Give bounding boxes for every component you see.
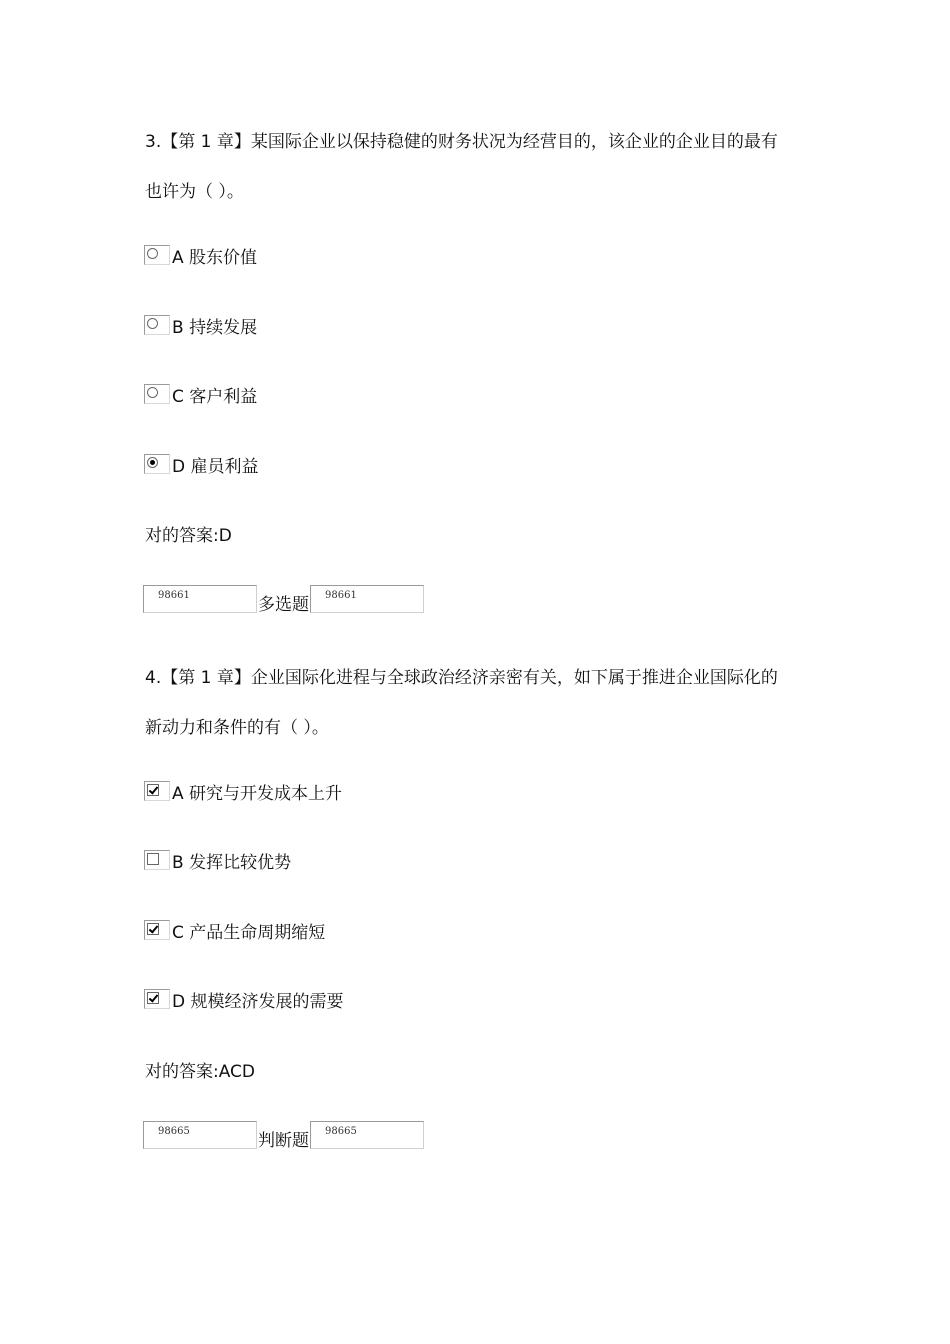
q3-meta-row	[143, 585, 424, 613]
q3-option-b-label: B 持续发展	[172, 317, 258, 338]
q3-id-field-right[interactable]: 98661	[310, 585, 424, 613]
q4-option-d-checkbox[interactable]	[144, 989, 170, 1009]
q4-option-b[interactable]	[144, 848, 291, 872]
q3-option-b[interactable]	[144, 313, 257, 337]
q3-correct-answer: 对的答案:D	[145, 526, 232, 546]
q3-next-type-label: 多选题	[258, 595, 309, 615]
q4-option-c[interactable]	[144, 918, 325, 942]
q4-option-b-label: B 发挥比较优势	[172, 852, 292, 873]
q4-option-b-checkbox[interactable]	[144, 850, 170, 870]
q3-option-a-label: A 股东价值	[172, 247, 258, 268]
q4-meta-row	[143, 1121, 424, 1149]
q4-option-d-label: D 规模经济发展的需要	[172, 991, 344, 1012]
q4-option-a-label: A 研究与开发成本上升	[172, 783, 343, 804]
q4-option-c-checkbox[interactable]	[144, 920, 170, 940]
q3-id-field-left[interactable]: 98661	[143, 585, 257, 613]
question-3-text-line-1: 3.【第 1 章】某国际企业以保持稳健的财务状况为经营目的，该企业的企业目的最有	[145, 132, 778, 152]
q3-option-d-radio[interactable]	[144, 454, 170, 474]
q3-option-a-radio[interactable]	[144, 245, 170, 265]
q4-option-a-checkbox[interactable]	[144, 781, 170, 801]
q4-option-a[interactable]	[144, 779, 342, 803]
q3-option-a[interactable]	[144, 243, 257, 267]
q4-next-type-label: 判断题	[258, 1131, 309, 1151]
q4-option-c-label: C 产品生命周期缩短	[172, 922, 326, 943]
question-4-text-line-1: 4.【第 1 章】企业国际化进程与全球政治经济亲密有关，如下属于推进企业国际化的	[145, 668, 778, 688]
q3-option-c-radio[interactable]	[144, 384, 170, 404]
q3-option-b-radio[interactable]	[144, 315, 170, 335]
q3-option-d-label: D 雇员利益	[172, 456, 259, 477]
q3-option-d[interactable]	[144, 452, 259, 476]
q4-correct-answer: 对的答案:ACD	[145, 1062, 256, 1082]
q4-id-field-right[interactable]: 98665	[310, 1121, 424, 1149]
q4-option-d[interactable]	[144, 987, 344, 1011]
q3-option-c-label: C 客户利益	[172, 386, 258, 407]
question-3-text-line-2: 也许为（ ）。	[145, 182, 244, 202]
q4-id-field-left[interactable]: 98665	[143, 1121, 257, 1149]
q3-option-c[interactable]	[144, 382, 257, 406]
question-4-text-line-2: 新动力和条件的有（ ）。	[145, 718, 329, 738]
